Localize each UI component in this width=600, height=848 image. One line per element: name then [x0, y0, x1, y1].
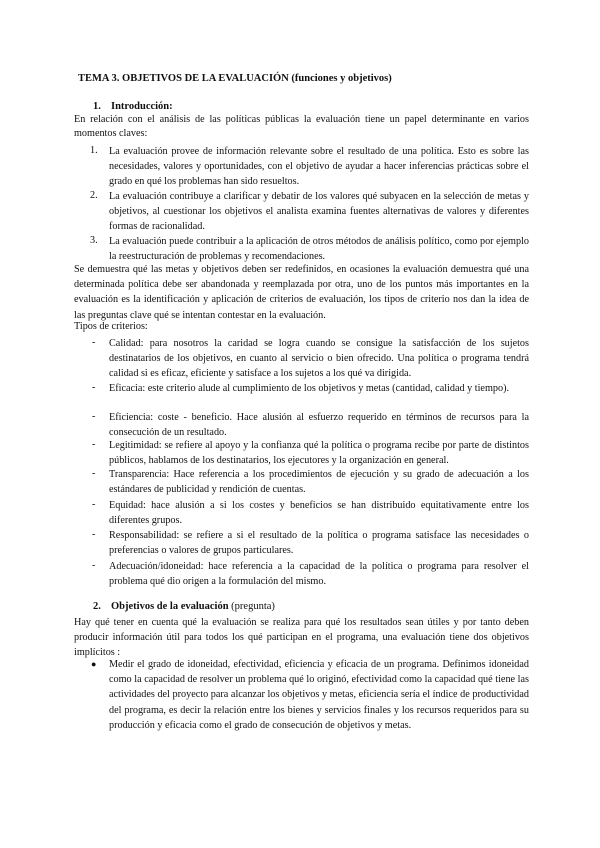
criteria-item: Responsabilidad: se refiere a si el resultado de la política o programa satisface las necesidades o preferencias o valores de grupos particulares.: [109, 530, 529, 557]
section1-intro: En relación con el análisis de las políticas públicas la evaluación tiene un papel determinante en varios momentos claves:: [74, 114, 529, 140]
document-title: TEMA 3. OBJETIVOS DE LA EVALUACIÓN (funciones y objetivos): [78, 73, 392, 84]
criteria-item: Calidad: para nosotros la caridad se logra cuando se consigue la satisfacción de los sujetos destinatarios de los objetivos, en cuanto al servicio o bien ofrecido. Una política o programa tendrá calidad si es eficaz, eficiente y satisface a los sujetos a los qué va dirigida.: [109, 338, 529, 380]
section1-paragraph: Se demuestra qué las metas y objetivos deben ser redefinidos, en ocasiones la evaluación demuestra qué una determinada política debe ser abandonada y reemplazada por otra, uno de los puntos más importantes en la evaluación es la identificación y aplicación de criterios de evaluación, los tipos de criterio nos dan la idea de las preguntas clave qué se intentan contestar en la evaluación.: [74, 264, 529, 321]
criteria-marker: -: [92, 468, 96, 479]
item-number: 3.: [90, 235, 98, 246]
criteria-item: Eficiencia: coste - beneficio. Hace alusión al esfuerzo requerido en términos de recursos para la consecución de un resultado.: [109, 412, 529, 439]
criteria-item: Transparencia: Hace referencia a los procedimientos de ejecución y su grado de adecuación a los estándares de publicidad y rendición de cuentas.: [109, 469, 529, 496]
list-item: La evaluación provee de información relevante sobre el resultado de una política. Esto es sobre las necesidades, valores y oportunidades, con el objetivo de ayudar a hacer inferencias prácticas sobre el grado en qué los problemas han sido resueltos.: [109, 146, 529, 188]
section2-intro: Hay qué tener en cuenta qué la evaluación se realiza para qué los resultados sean útiles y por tanto deben producir información útil para todos los qué participan en el programa, una evaluación tiene dos objetivos implícitos :: [74, 617, 529, 659]
criteria-label: Tipos de criterios:: [74, 321, 148, 332]
item-number: 1.: [90, 145, 98, 156]
section2-heading-suffix: (pregunta): [231, 601, 275, 612]
section2-heading: [93, 601, 275, 612]
list-item: La evaluación contribuye a clarificar y debatir de los valores qué subyacen en la selección de metas y objetivos, al cuestionar los objetivos el analista examina fuentes alternativas de valores y diferentes formas de racionalidad.: [109, 191, 529, 233]
section2-number: 2.: [93, 601, 101, 612]
criteria-marker: -: [92, 337, 96, 348]
criteria-item: Eficacia: este criterio alude al cumplimiento de los objetivos y metas (cantidad, calidad y tiempo).: [109, 383, 510, 394]
section1-heading: [93, 101, 173, 112]
section1-number: 1.: [93, 101, 101, 112]
section1-title: Introducción:: [111, 101, 173, 112]
list-item: La evaluación puede contribuir a la aplicación de otros métodos de análisis político, como por ejemplo la reestructuración de problemas y recomendaciones.: [109, 236, 529, 263]
criteria-marker: -: [92, 439, 96, 450]
bullet-icon: ●: [91, 659, 97, 669]
criteria-marker: -: [92, 560, 96, 571]
criteria-item: Equidad: hace alusión a si los costes y beneficios se han distribuido equitativamente entre los diferentes grupos.: [109, 500, 529, 527]
criteria-marker: -: [92, 382, 96, 393]
section2-title: Objetivos de la evaluación: [111, 601, 229, 612]
criteria-marker: -: [92, 529, 96, 540]
criteria-marker: -: [92, 499, 96, 510]
criteria-item: Adecuación/idoneidad: hace referencia a la capacidad de la política o programa para resolver el problema qué dio origen a la formulación del mismo.: [109, 561, 529, 588]
bullet-item: Medir el grado de idoneidad, efectividad, eficiencia y eficacia de un programa. Definimos idoneidad como la capacidad de resolver un problema qué lo originó, efectividad como la capacidad qué tiene las actividades del proyecto para alcanzar los objetivos y metas, eficiencia sería el índice de productividad del programa, es decir la relación entre los bienes y servicios finales y los recursos requeridos para su producción y eficacia como el grado de consecución de objetivos y metas.: [109, 659, 529, 731]
criteria-item: Legitimidad: se refiere al apoyo y la confianza qué la política o programa recibe por parte de distintos públicos, hablamos de los destinatarios, los ejecutores y la organización en general.: [109, 440, 529, 467]
item-number: 2.: [90, 190, 98, 201]
criteria-marker: -: [92, 411, 96, 422]
